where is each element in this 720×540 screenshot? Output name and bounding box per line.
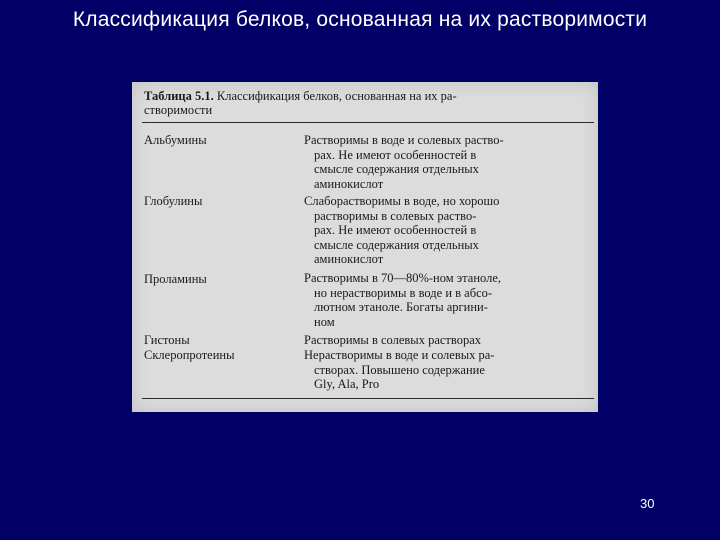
table-row-name: Глобулины xyxy=(144,194,203,208)
table-row-name: Склеропротеины xyxy=(144,348,235,362)
description-line: Растворимы в воде и солевых раство- xyxy=(304,133,504,147)
description-line: но нерастворимы в воде и в абсо- xyxy=(314,285,493,300)
description-line: растворимы в солевых раство- xyxy=(314,208,477,223)
description-line: аминокислот xyxy=(314,176,384,191)
slide-title: Классификация белков, основанная на их растворимости xyxy=(72,8,648,31)
description-line: рах. Не имеют особенностей в xyxy=(314,147,477,162)
page-number: 30 xyxy=(640,496,655,511)
table-row-name: Альбумины xyxy=(144,133,207,147)
table-caption-label: Таблица 5.1. xyxy=(144,89,214,103)
description-line: лютном этаноле. Богаты аргини- xyxy=(314,300,488,315)
table-row-description xyxy=(304,194,586,267)
table-bottom-rule xyxy=(142,398,594,399)
description-line: аминокислот xyxy=(314,252,384,267)
table-top-rule xyxy=(142,122,594,123)
table-row-description xyxy=(304,348,586,392)
table-row-description xyxy=(304,133,586,191)
description-line: Gly, Ala, Pro xyxy=(314,377,380,392)
table-caption-text-2: створимости xyxy=(144,103,213,117)
description-line: Растворимы в 70—80%-ном этаноле, xyxy=(304,271,502,285)
description-line: смысле содержания отдельных xyxy=(314,237,479,252)
table-row-name: Гистоны xyxy=(144,333,190,347)
table-row-description xyxy=(304,271,586,329)
description-line: ном xyxy=(314,314,335,329)
description-line: смысле содержания отдельных xyxy=(314,162,479,177)
table-caption xyxy=(144,89,592,117)
description-line: Слаборастворимы в воде, но хорошо xyxy=(304,194,500,208)
description-line: Растворимы в солевых растворах xyxy=(304,333,481,347)
description-line: Нерастворимы в воде и солевых ра- xyxy=(304,348,495,362)
description-line: створах. Повышено содержание xyxy=(314,362,485,377)
table-caption-text: Классификация белков, основанная на их ра- xyxy=(216,89,457,103)
description-line: рах. Не имеют особенностей в xyxy=(314,223,477,238)
scanned-table-image xyxy=(132,82,598,412)
table-row-name: Проламины xyxy=(144,272,207,286)
table-row-description xyxy=(304,333,586,348)
